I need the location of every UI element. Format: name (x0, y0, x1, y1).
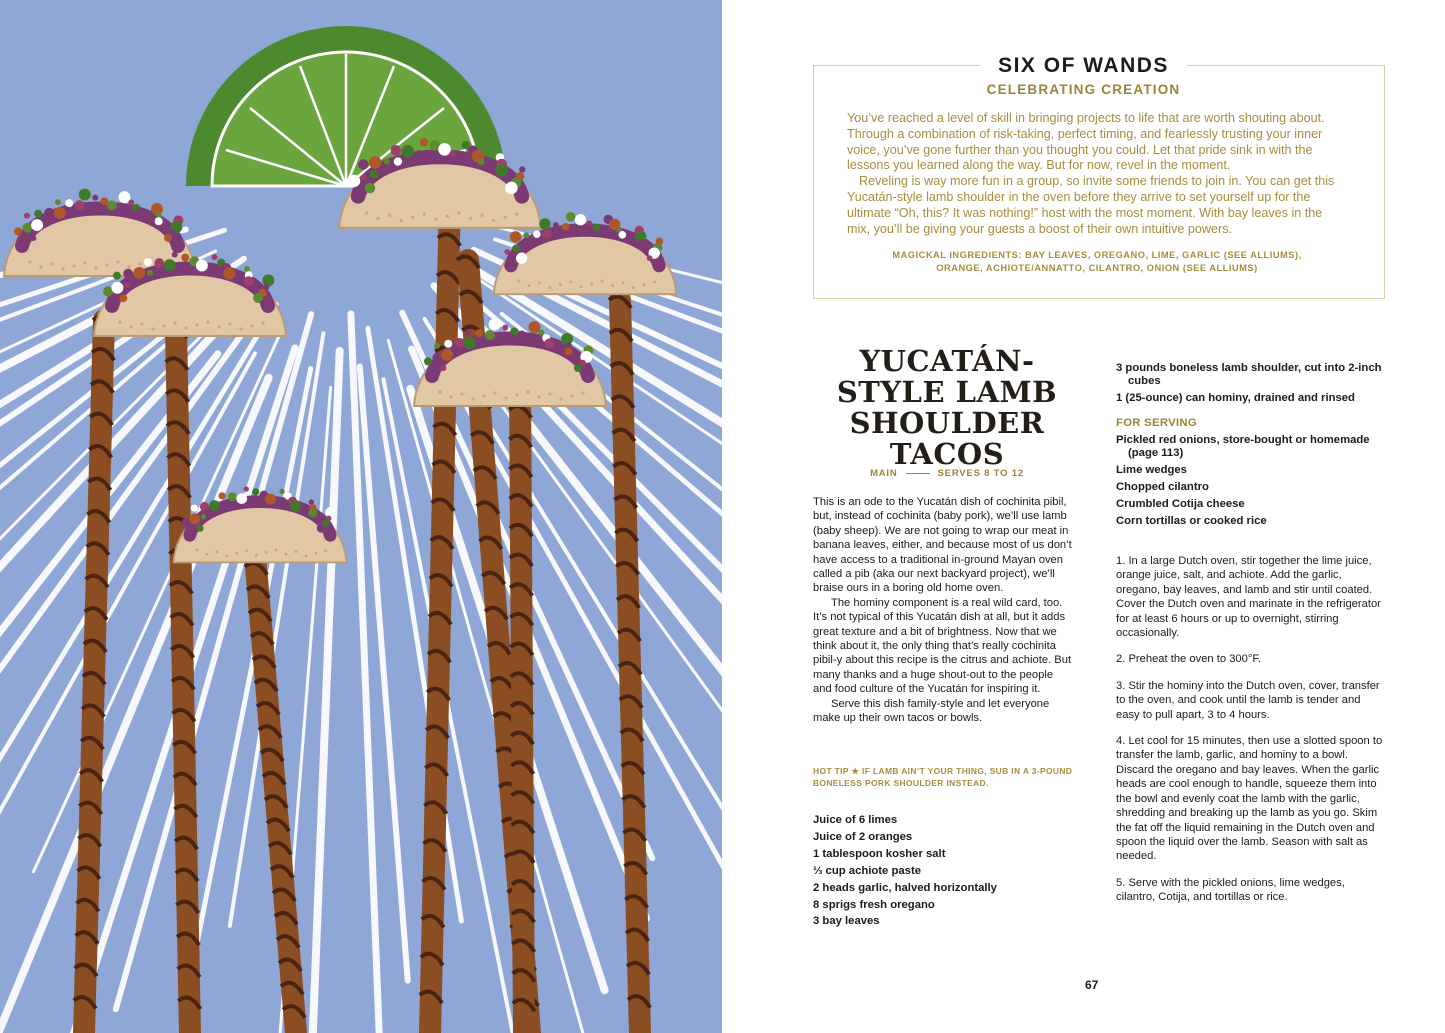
filling-bit (566, 212, 576, 222)
step: 3. Stir the hominy into the Dutch oven, cover, transfer to the oven, and cook until the lamb is tender and easy to pull apart, 3 to 4 hours. (1116, 679, 1380, 721)
tortilla-spot (570, 394, 573, 397)
tortilla-spot (239, 327, 242, 330)
tortilla-spot (411, 216, 414, 219)
tortilla-spot (559, 397, 562, 400)
tortilla-spot (39, 265, 42, 268)
filling-bit (290, 501, 301, 512)
tortilla-spot (127, 265, 130, 268)
filling-bit (31, 219, 43, 231)
tortilla-spot (446, 215, 449, 218)
taco-illustration (0, 0, 722, 1033)
serving-item: Pickled red onions, store-bought or homemade (page 113) (1116, 434, 1370, 459)
filling-bit (92, 195, 98, 201)
filling-bit (189, 514, 200, 525)
filling-bit (244, 266, 250, 272)
tortilla-spot (482, 394, 485, 397)
filling-bit (348, 175, 361, 188)
filling-bit (211, 254, 217, 260)
filling-bit (244, 276, 254, 286)
tortilla-spot (118, 320, 121, 323)
title-line: STYLE LAMB (836, 375, 1058, 409)
stem (520, 380, 524, 1033)
tortilla-spot (196, 548, 199, 551)
ingredient: 8 sprigs fresh oregano (813, 898, 935, 911)
filling-bit (533, 230, 541, 238)
filling-bit (434, 343, 440, 349)
filling-bit (520, 241, 530, 251)
filling-bit (170, 230, 176, 236)
filling-bit (252, 488, 259, 495)
step: 1. In a large Dutch oven, stir together the lime juice, orange juice, salt, and achiote. Add the garlic, oregano, bay leaves, and lamb and stir until coated. Cover the Dutch oven and marinate in the refrigerator for at least 6 hours or up to overnight, stirring occasionally. (1116, 555, 1381, 640)
filling-bit (365, 183, 376, 194)
filling-bit (128, 199, 134, 205)
filling-bit (542, 230, 552, 240)
tortilla-spot (116, 260, 119, 263)
tortilla-spot (611, 284, 614, 287)
filling-bit (440, 365, 446, 371)
filling-bit (279, 489, 284, 494)
tortilla-spot (285, 553, 288, 556)
tortilla-spot (206, 320, 209, 323)
filling-bit (144, 258, 152, 266)
filling-bit (562, 223, 570, 231)
filling-bit (191, 504, 198, 511)
filling-bit (236, 493, 247, 504)
filling-bit (384, 158, 390, 164)
filling-bit (54, 207, 66, 219)
filling-bit (30, 235, 36, 241)
tortilla-spot (140, 322, 143, 325)
serving-item: Lime wedges (1116, 464, 1187, 476)
filling-bit (449, 151, 455, 157)
tortilla-spot (184, 326, 187, 329)
filling-bit (432, 353, 442, 363)
tortilla-spot (235, 552, 238, 555)
filling-bit (34, 210, 42, 218)
tortilla-spot (72, 264, 75, 267)
filling-bit (123, 269, 133, 279)
filling-bit (263, 284, 269, 290)
filling-bit (361, 174, 367, 180)
filling-bit (111, 282, 123, 294)
filling-bit (505, 182, 518, 195)
serving-item: Corn tortillas or cooked rice (1116, 515, 1267, 527)
title-line: TACOS (889, 437, 1005, 471)
title-line: YUCATÁN- (859, 344, 1035, 378)
tortilla-spot (492, 219, 495, 222)
filling-bit (253, 293, 263, 303)
filling-bit (504, 249, 510, 255)
filling-bit (394, 157, 402, 165)
magick-line-1: MAGICKAL INGREDIENTS: BAY LEAVES, OREGANO, LIME, GARLIC (SEE ALLIUMS), (892, 250, 1302, 260)
filling-bit (565, 347, 573, 355)
tortilla-spot (460, 392, 463, 395)
ingredient: 2 heads garlic, halved horizontally (813, 881, 997, 894)
ingredient: 3 bay leaves (813, 915, 880, 928)
tortilla-spot (537, 395, 540, 398)
filling-bit (228, 492, 237, 501)
filling-bit (619, 231, 627, 239)
filling-bit (441, 349, 453, 361)
tortilla-spot (559, 283, 562, 286)
ingredient: 1 tablespoon kosher salt (813, 847, 946, 860)
filling-bit (638, 239, 644, 245)
tortilla-spot (457, 211, 460, 214)
card-title-text: SIX OF WANDS (980, 54, 1187, 77)
tortilla-spot (423, 212, 426, 215)
filling-bit (209, 500, 220, 511)
filling-bit (133, 267, 145, 279)
tortilla-spot (388, 214, 391, 217)
filling-bit (592, 223, 600, 231)
tortilla-spot (527, 284, 530, 287)
filling-bit (553, 222, 559, 228)
recipe-title (812, 346, 1082, 470)
tortilla-spot (50, 262, 53, 265)
filling-bit (465, 329, 471, 335)
ingredient: 1 (25-ounce) can hominy, drained and rinsed (1116, 392, 1355, 404)
filling-bit (223, 268, 235, 280)
filling-bit (478, 159, 484, 165)
tortilla-spot (642, 283, 645, 286)
tortilla-spot (438, 390, 441, 393)
filling-bit (24, 213, 30, 219)
filling-bit (14, 227, 22, 235)
tortilla-spot (548, 392, 551, 395)
tortilla-spot (493, 391, 496, 394)
filling-bit (475, 329, 483, 337)
ingredients-list-a (813, 812, 1083, 930)
filling-bit (325, 507, 336, 518)
tortilla-spot (580, 285, 583, 288)
filling-bit (147, 270, 153, 276)
filling-bit (580, 360, 586, 366)
page-number: 67 (1085, 978, 1099, 992)
filling-bit (44, 208, 54, 218)
tortilla-spot (265, 551, 268, 554)
for-serving-list (1116, 434, 1386, 532)
tortilla-spot (215, 550, 218, 553)
tortilla-spot (548, 286, 551, 289)
filling-bit (55, 199, 61, 205)
stem (252, 520, 296, 1033)
card-subtitle: CELEBRATING CREATION (986, 82, 1181, 97)
tortilla-spot (61, 267, 64, 270)
filling-bit (221, 503, 226, 508)
tortilla-spot (601, 279, 604, 282)
tortilla-spot (653, 280, 656, 283)
filling-bit (510, 231, 521, 242)
tortilla-spot (314, 552, 317, 555)
filling-bit (326, 516, 331, 521)
filling-bit (262, 274, 274, 286)
illustration-canvas (0, 0, 722, 1033)
filling-bit (65, 199, 73, 207)
ingredient: Juice of 6 limes (813, 814, 898, 826)
filling-bit (489, 318, 501, 330)
tortilla-spot (255, 554, 258, 557)
filling-bit (444, 340, 452, 348)
tortilla-spot (228, 322, 231, 325)
tortilla-spot (94, 266, 97, 269)
magickal-ingredients (847, 249, 1347, 275)
tortilla-spot (324, 549, 327, 552)
filling-bit (124, 282, 130, 288)
filling-bit (401, 145, 414, 158)
tortilla-spot (515, 212, 518, 215)
card-body (847, 111, 1347, 237)
tortilla-spot (245, 549, 248, 552)
filling-bit (172, 251, 178, 257)
filling-bit (575, 214, 586, 225)
tortilla-spot (261, 321, 264, 324)
tortilla-spot (503, 216, 506, 219)
filling-bit (196, 260, 208, 272)
filling-bit (265, 494, 276, 505)
filling-bit (454, 338, 464, 348)
meta-divider (906, 473, 930, 474)
intro-paragraph-3: Serve this dish family-style and let everyone make up their own tacos or bowls. (813, 697, 1050, 725)
tortilla-spot (434, 218, 437, 221)
filling-bit (538, 329, 544, 335)
tortilla-spot (621, 281, 624, 284)
filling-bit (154, 258, 164, 268)
tortilla-spot (569, 280, 572, 283)
filling-bit (309, 499, 314, 504)
filling-bit (485, 330, 495, 340)
filling-bit (464, 337, 476, 349)
filling-bit (113, 272, 121, 280)
filling-bit (369, 156, 382, 169)
tortilla-spot (295, 550, 298, 553)
intro-paragraph-1: This is an ode to the Yucatán dish of cochinita pibil, but, instead of cochinita (baby pork), we’ll use lamb (baby sheep). We are not going to wrap our meat in banana leaves, either, and because most of us don’t have access to a traditional in-ground Mayan oven called a pib (aka our next backyard project), we’ll braise ours in a boring old home oven. (813, 496, 1072, 595)
serving-item: Chopped cilantro (1116, 481, 1209, 493)
filling-bit (181, 254, 189, 262)
filling-bit (370, 170, 378, 178)
ingredient: ⅓ cup achiote paste (813, 864, 921, 877)
filling-bit (523, 232, 529, 238)
filling-bit (415, 150, 421, 156)
filling-bit (539, 218, 550, 229)
filling-bit (502, 325, 508, 331)
filling-bit (495, 164, 508, 177)
tortilla-spot (376, 217, 379, 220)
serving-item: Crumbled Cotija cheese (1116, 498, 1245, 510)
tortilla-spot (581, 391, 584, 394)
recipe-meta (812, 468, 1082, 479)
card-title (722, 54, 1445, 78)
filling-bit (391, 145, 402, 156)
tortilla-spot (517, 279, 520, 282)
tortilla-spot (526, 390, 529, 393)
filling-bit (22, 223, 32, 233)
tortilla-spot (590, 282, 593, 285)
tortilla-spot (275, 548, 278, 551)
recipe-intro (813, 495, 1073, 726)
filling-bit (134, 209, 144, 219)
filling-bit (586, 220, 592, 226)
filling-bit (438, 143, 451, 156)
tortilla-spot (399, 219, 402, 222)
filling-bit (164, 259, 176, 271)
filling-bit (516, 253, 527, 264)
tortilla-spot (205, 553, 208, 556)
card-paragraph-1: You’ve reached a level of skill in bringing projects to life that are worth shouting about. Through a combination of risk-taking, perfect timing, and fearlessly trusting your inner voice, you’ve gone further than you thought you could. Let that pride sink in with the lessons you learned along the way. But for now, revel in the moment. (847, 111, 1325, 173)
magick-line-2: ORANGE, ACHIOTE/ANNATTO, CILANTRO, ONION (SEE ALLIUMS) (936, 263, 1258, 273)
tortilla-spot (138, 262, 141, 265)
step: 2. Preheat the oven to 300°F. (1116, 653, 1262, 666)
step: 4. Let cool for 15 minutes, then use a slotted spoon to transfer the lamb, garlic, and hominy to a bowl. Discard the oregano and bay leaves. When the garlic heads are cool enough to handle, squeeze them into the bowl and evenly coat the lamb with the garlic, shredding and breaking up the lamb as you go. Skim the fat off the liquid remaining in the Dutch oven and spoon the liquid over the lamb. Season with salt as needed. (1116, 735, 1383, 863)
filling-bit (75, 200, 85, 210)
filling-bit (512, 245, 520, 253)
filling-bit (119, 294, 127, 302)
filling-bit (574, 364, 582, 372)
ingredient: 3 pounds boneless lamb shoulder, cut into 2-inch cubes (1116, 362, 1382, 387)
tortilla-spot (304, 555, 307, 558)
tortilla-spot (504, 396, 507, 399)
tortilla-spot (365, 211, 368, 214)
tortilla-spot (471, 397, 474, 400)
title-line: SHOULDER (849, 406, 1045, 440)
step: 5. Serve with the pickled onions, lime wedges, cilantro, Cotija, and tortillas or rice. (1116, 876, 1345, 904)
filling-bit (647, 255, 653, 261)
filling-bit (308, 509, 317, 518)
recipe-steps (1116, 554, 1386, 917)
filling-bit (164, 234, 172, 242)
intro-paragraph-2: The hominy component is a real wild card, too. It’s not typical of this Yucatán dish at all, but it adds great texture and a bit of brightness. Now that we think about it, the only thing that’s really cochinita pibil-y about this recipe is the citrus and achiote. But many thanks and a huge shout-out to the people and food culture of the Yucatán for inspiring it. (813, 596, 1072, 696)
tortilla-spot (250, 324, 253, 327)
course-label: MAIN (870, 468, 898, 479)
hot-tip: HOT TIP ★ IF LAMB AIN’T YOUR THING, SUB IN A 3-POUND BONELESS PORK SHOULDER INSTEAD. (813, 766, 1073, 788)
filling-bit (317, 524, 326, 533)
tortilla-spot (83, 261, 86, 264)
recipe-page (722, 0, 1445, 1033)
filling-bit (155, 217, 163, 225)
tortilla-spot (480, 214, 483, 217)
tortilla-spot (217, 325, 220, 328)
filling-bit (196, 525, 203, 532)
filling-bit (424, 357, 432, 365)
filling-bit (201, 514, 206, 519)
filling-bit (79, 188, 91, 200)
filling-bit (517, 331, 527, 341)
card-paragraph-2: Reveling is way more fun in a group, so invite some friends to join in. You can get this Yucatán-style lamb shoulder in the oven before they arrive to set yourself up for the ultimate “Oh, this? It was nothing!” host with the most moment. With bay leaves in the mix, you’ll be giving your guests a boost of their own intuitive powers. (847, 174, 1335, 236)
filling-bit (219, 492, 226, 499)
ingredients-list-b (1116, 362, 1386, 409)
tortilla-spot (538, 281, 541, 284)
tortilla-spot (151, 327, 154, 330)
filling-bit (544, 339, 554, 349)
filling-bit (420, 138, 428, 146)
tortilla-spot (162, 324, 165, 327)
for-serving-heading: FOR SERVING (1116, 417, 1197, 429)
tortilla-spot (129, 325, 132, 328)
tortilla-spot (173, 321, 176, 324)
filling-bit (200, 502, 209, 511)
tortilla-spot (225, 555, 228, 558)
ingredient: Juice of 2 oranges (813, 830, 913, 843)
serves-label: SERVES 8 TO 12 (937, 468, 1024, 479)
filling-bit (519, 166, 525, 172)
tortilla-spot (105, 263, 108, 266)
tortilla-spot (449, 395, 452, 398)
filling-bit (107, 201, 117, 211)
tortilla-spot (469, 217, 472, 220)
tortilla-spot (195, 323, 198, 326)
filling-bit (244, 486, 249, 491)
tortilla-spot (632, 286, 635, 289)
tortilla-spot (28, 260, 31, 263)
tortilla-spot (515, 393, 518, 396)
filling-bit (358, 159, 369, 170)
